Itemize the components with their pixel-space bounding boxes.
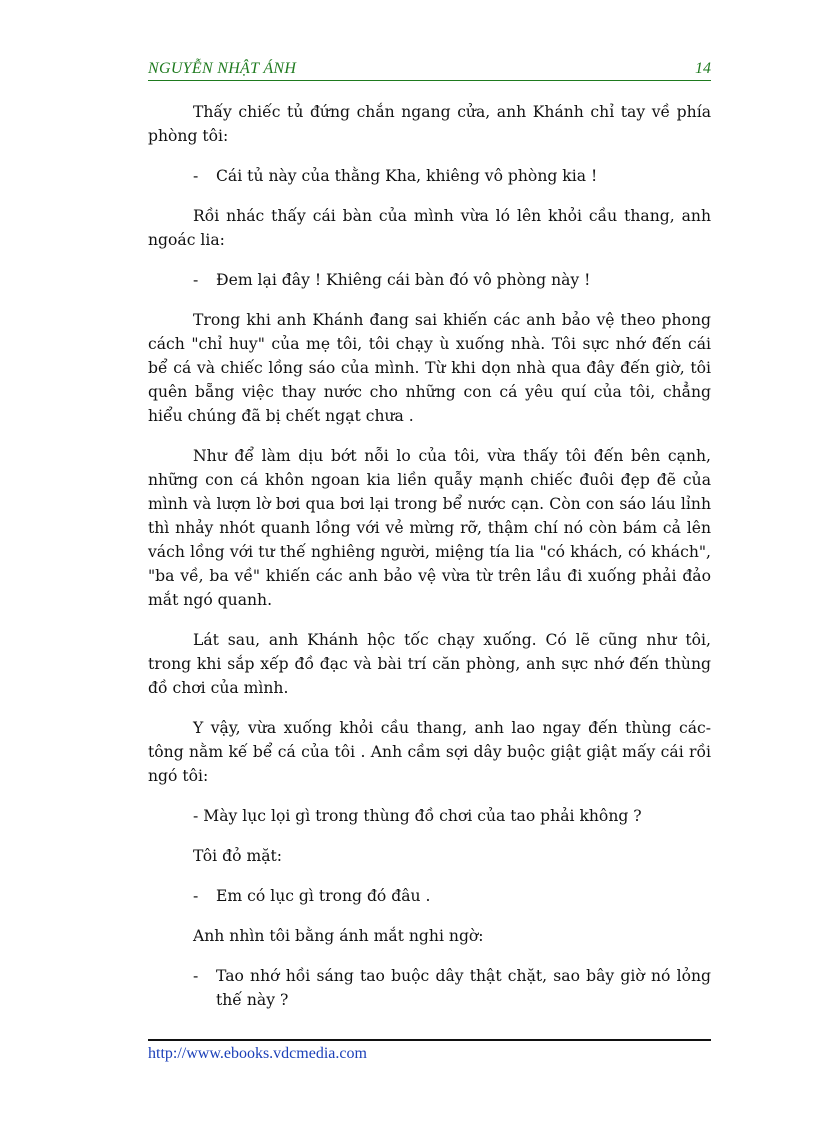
dialogue-line: - Mày lục lọi gì trong thùng đồ chơi của tao phải không ?: [193, 807, 642, 825]
paragraph: Lát sau, anh Khánh hộc tốc chạy xuống. Có lẽ cũng như tôi, trong khi sắp xếp đồ đạc và bài trí căn phòng, anh sực nhớ đến thùng đồ chơi của mình.: [148, 631, 711, 697]
page-number: 14: [695, 60, 711, 77]
dialogue-line: [148, 268, 711, 292]
dialogue-text: Cái tủ này của thằng Kha, khiêng vô phòng kia !: [216, 167, 598, 185]
dialogue-dash: -: [193, 967, 199, 985]
dialogue-dash: -: [193, 271, 199, 289]
paragraph: Y vậy, vừa xuống khỏi cầu thang, anh lao ngay đến thùng các-tông nằm kế bể cá của tôi . Anh cầm sợi dây buộc giật giật mấy cái rồi ngó tôi:: [148, 719, 711, 785]
paragraph: Trong khi anh Khánh đang sai khiến các anh bảo vệ theo phong cách "chỉ huy" của mẹ tôi, tôi chạy ù xuống nhà. Tôi sực nhớ đến cái bể cá và chiếc lồng sáo của mình. Từ khi dọn nhà qua đây đến giờ, tôi quên bẵng việc thay nước cho những con cá yêu quí của tôi, chẳng hiểu chúng đã bị chết ngạt chưa .: [148, 311, 711, 425]
body-text: [148, 100, 711, 1028]
dialogue-text: Đem lại đây ! Khiêng cái bàn đó vô phòng này !: [216, 271, 591, 289]
dialogue-line: [148, 964, 711, 1012]
paragraph: Anh nhìn tôi bằng ánh mắt nghi ngờ:: [193, 927, 484, 945]
footer-url-link[interactable]: http://www.ebooks.vdcmedia.com: [148, 1045, 367, 1062]
dialogue-text: Em có lục gì trong đó đâu .: [216, 887, 431, 905]
page-header: [148, 60, 711, 82]
dialogue-dash: -: [193, 887, 199, 905]
paragraph: Rồi nhác thấy cái bàn của mình vừa ló lên khỏi cầu thang, anh ngoác lia:: [148, 207, 711, 249]
paragraph: Tôi đỏ mặt:: [193, 847, 283, 865]
header-author: NGUYỄN NHẬT ÁNH: [148, 60, 297, 77]
dialogue-line: [148, 884, 711, 908]
dialogue-dash: -: [193, 167, 199, 185]
dialogue-line: [148, 164, 711, 188]
dialogue-text: Tao nhớ hồi sáng tao buộc dây thật chặt, sao bây giờ nó lỏng thế này ?: [216, 967, 711, 1009]
paragraph: Như để làm dịu bớt nỗi lo của tôi, vừa thấy tôi đến bên cạnh, những con cá khôn ngoan kia liền quẫy mạnh chiếc đuôi đẹp đẽ của mình và lượn lờ bơi qua bơi lại trong bể nước cạn. Còn con sáo láu lỉnh thì nhảy nhót quanh lồng với vẻ mừng rỡ, thậm chí nó còn bám cả lên vách lồng với tư thế nghiêng người, miệng tía lia "có khách, có khách", "ba về, ba về" khiến các anh bảo vệ vừa từ trên lầu đi xuống phải đảo mắt ngó quanh.: [148, 447, 711, 609]
header-divider: [148, 80, 711, 81]
footer-divider: [148, 1039, 711, 1041]
paragraph: Thấy chiếc tủ đứng chắn ngang cửa, anh Khánh chỉ tay về phía phòng tôi:: [148, 103, 711, 145]
